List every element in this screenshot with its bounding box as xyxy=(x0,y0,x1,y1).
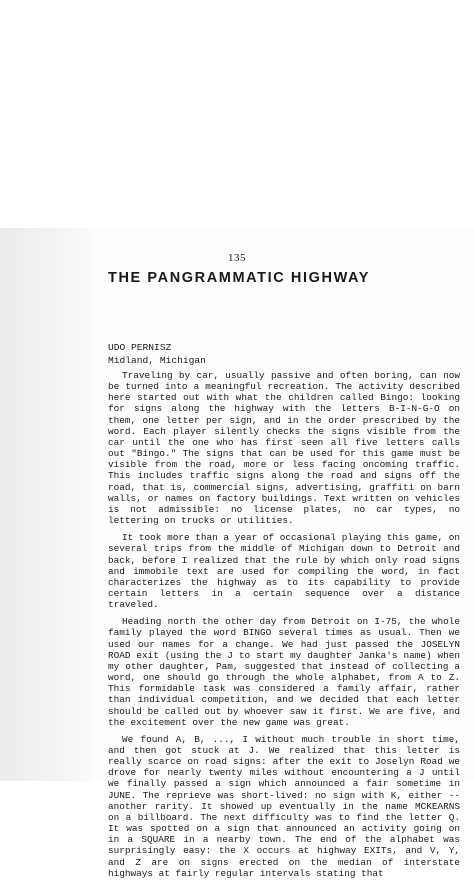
paragraph: We found A, B, ..., I without much trouble in short time, and then got stuck at J. We realized that this letter is really scarce on road signs: after the exit to Joselyn Road we drove for nearly twenty miles without encountering a J until we finally passed a sign which announced a fair sometime in JUNE. The reprieve was short-lived: no sign with K, either -- another rarity. It showed up eventually in the name MCKEARNS on a billboard. The next difficulty was to find the letter Q. It was spotted on a sign that announced an activity going on in a SQUARE in a nearby town. The end of the alphabet was surprisingly easy: the X occurs at highway EXITs, and V, Y, and Z are on signs erected on the median of interstate highways at fairly regular intervals stating that xyxy=(108,733,460,879)
author-name: UDO PERNISZ xyxy=(108,342,172,353)
paragraph: Traveling by car, usually passive and often boring, can now be turned into a meaningful recreation. The activity described here started out with what the children called Bingo: looking for signs along the highway with the letters B-I-N-G-O on them, one letter per sign, and in the order prescribed by the word. Each player silently checks the signs visible from the car until the one who has first seen all five letters calls out "Bingo." The signs that can be used for this game must be visible from the road, more or less facing oncoming traffic. This includes traffic signs along the road and signs off the road, that is, commercial signs, advertising, graffiti on barn walls, or names on factory buildings. Text written on vehicles is not admissible: no license plates, no car types, no lettering on trucks or utilities. xyxy=(108,370,460,527)
article-title: THE PANGRAMMATIC HIGHWAY xyxy=(108,270,371,286)
author-block xyxy=(108,341,206,367)
scan-margin xyxy=(0,228,92,781)
paragraph: Heading north the other day from Detroit on I-75, the whole family played the word BINGO several times as usual. Then we used our names for a change. We had just passed the JOSELYN ROAD exit (using the J to start my daughter Janka's name) when my other daughter, Pam, suggested that instead of collecting a word, one should go through the whole alphabet, from A to Z. This formidable task was considered a family affair, rather than individual competition, and we decided that each letter should be called out by whoever saw it first. We are five, and the excitement over the new game was great. xyxy=(108,616,460,728)
paragraph: It took more than a year of occasional playing this game, on several trips from the middle of Michigan down to Detroit and back, before I realized that the rule by which only road signs and immobile text are used for compiling the word, in fact characterizes the highway as to its capability to provide certain letters in a certain sequence over a distance traveled. xyxy=(108,532,460,611)
article-body xyxy=(108,370,460,885)
page-number: 135 xyxy=(228,252,246,264)
author-location: Midland, Michigan xyxy=(108,355,206,366)
